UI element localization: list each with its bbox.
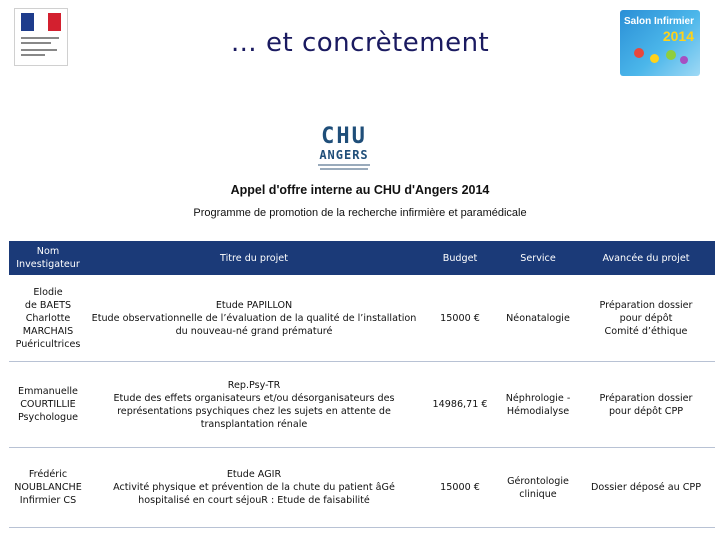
text-line: transplantation rénale [200,418,308,430]
text-line: Dossier déposé au CPP [591,482,701,493]
page-title: … et concrètement [230,28,490,58]
cell-investigateur [9,275,87,362]
text-line: Hémodialyse [506,405,570,417]
text-line: NOUBLANCHE [14,482,82,493]
header-service: Service [499,241,577,275]
text-line: Elodie [33,286,63,298]
salon-logo-line2: 2014 [662,28,694,44]
cell-titre [87,362,421,448]
text-line: Rep.Psy-TR [227,379,281,391]
text-line: du nouveau-né grand prématuré [175,325,333,337]
subtitle: Appel d'offre interne au CHU d'Angers 2014 [230,183,490,197]
cell-service [499,275,577,362]
table-row [9,448,715,528]
chu-logo-line1: CHU [321,124,367,149]
cell-investigateur [9,448,87,528]
text-line: pour dépôt [619,312,673,324]
text-line: Charlotte [25,312,71,324]
text-line: pour dépôt CPP [608,405,684,417]
text-line: Infirmier CS [19,495,77,506]
text-line: COURTILLIE [20,399,76,410]
salon-logo-line1: Salon Infirmier [624,16,695,27]
chu-logo-line2: ANGERS [319,148,369,162]
text-line: Puéricultrices [15,338,81,350]
chu-angers-logo [312,126,376,178]
text-line: représentations psychiques chez les sujets en attente de [117,405,391,417]
text-line: Gérontologie [507,475,569,487]
table-row [9,275,715,362]
text-line: de BAETS [24,299,72,311]
table-row [9,362,715,448]
header-titre: Titre du projet [87,241,421,275]
cell-titre [87,275,421,362]
text-line: Activité physique et prévention de la chute du patient âGé [113,482,395,493]
text-line: Etude PAPILLON [215,299,293,311]
text-line: Psychologue [17,412,79,423]
text-line: Comité d’éthique [604,325,688,337]
cell-investigateur [9,362,87,448]
text-line: Etude observationnelle de l’évaluation de la qualité de l’installation [91,312,417,324]
text-line: Néphrologie - [505,392,571,404]
cell-avancee [577,362,715,448]
header-avancee: Avancée du projet [577,241,715,275]
salon-infirmier-2014-logo [620,10,700,76]
table-header-row [9,241,715,275]
text-line: clinique [519,488,557,500]
cell-avancee [577,448,715,528]
cell-titre [87,448,421,528]
text-line: Emmanuelle [18,386,78,397]
cell-budget: 15000 € [440,482,480,493]
projects-table [9,241,715,528]
text-line: Frédéric [28,469,68,480]
text-line: Néonatalogie [506,312,570,324]
cell-service [499,448,577,528]
cell-service [499,362,577,448]
subtitle-program: Programme de promotion de la recherche infirmière et paramédicale [193,207,527,219]
text-line: Préparation dossier [599,392,693,404]
text-line: Etude des effets organisateurs et/ou désorganisateurs des [113,392,395,404]
cell-budget: 15000 € [440,312,480,324]
text-line: hospitalisé en court séjouR : Etude de faisabilité [138,495,370,506]
text-line: MARCHAIS [22,325,74,337]
header-budget: Budget [421,241,499,275]
text-line: Préparation dossier [599,299,693,311]
header-investigateur: Nom Investigateur [9,241,87,275]
cell-budget: 14986,71 € [432,399,488,410]
text-line: Etude AGIR [226,469,282,480]
cell-avancee [577,275,715,362]
